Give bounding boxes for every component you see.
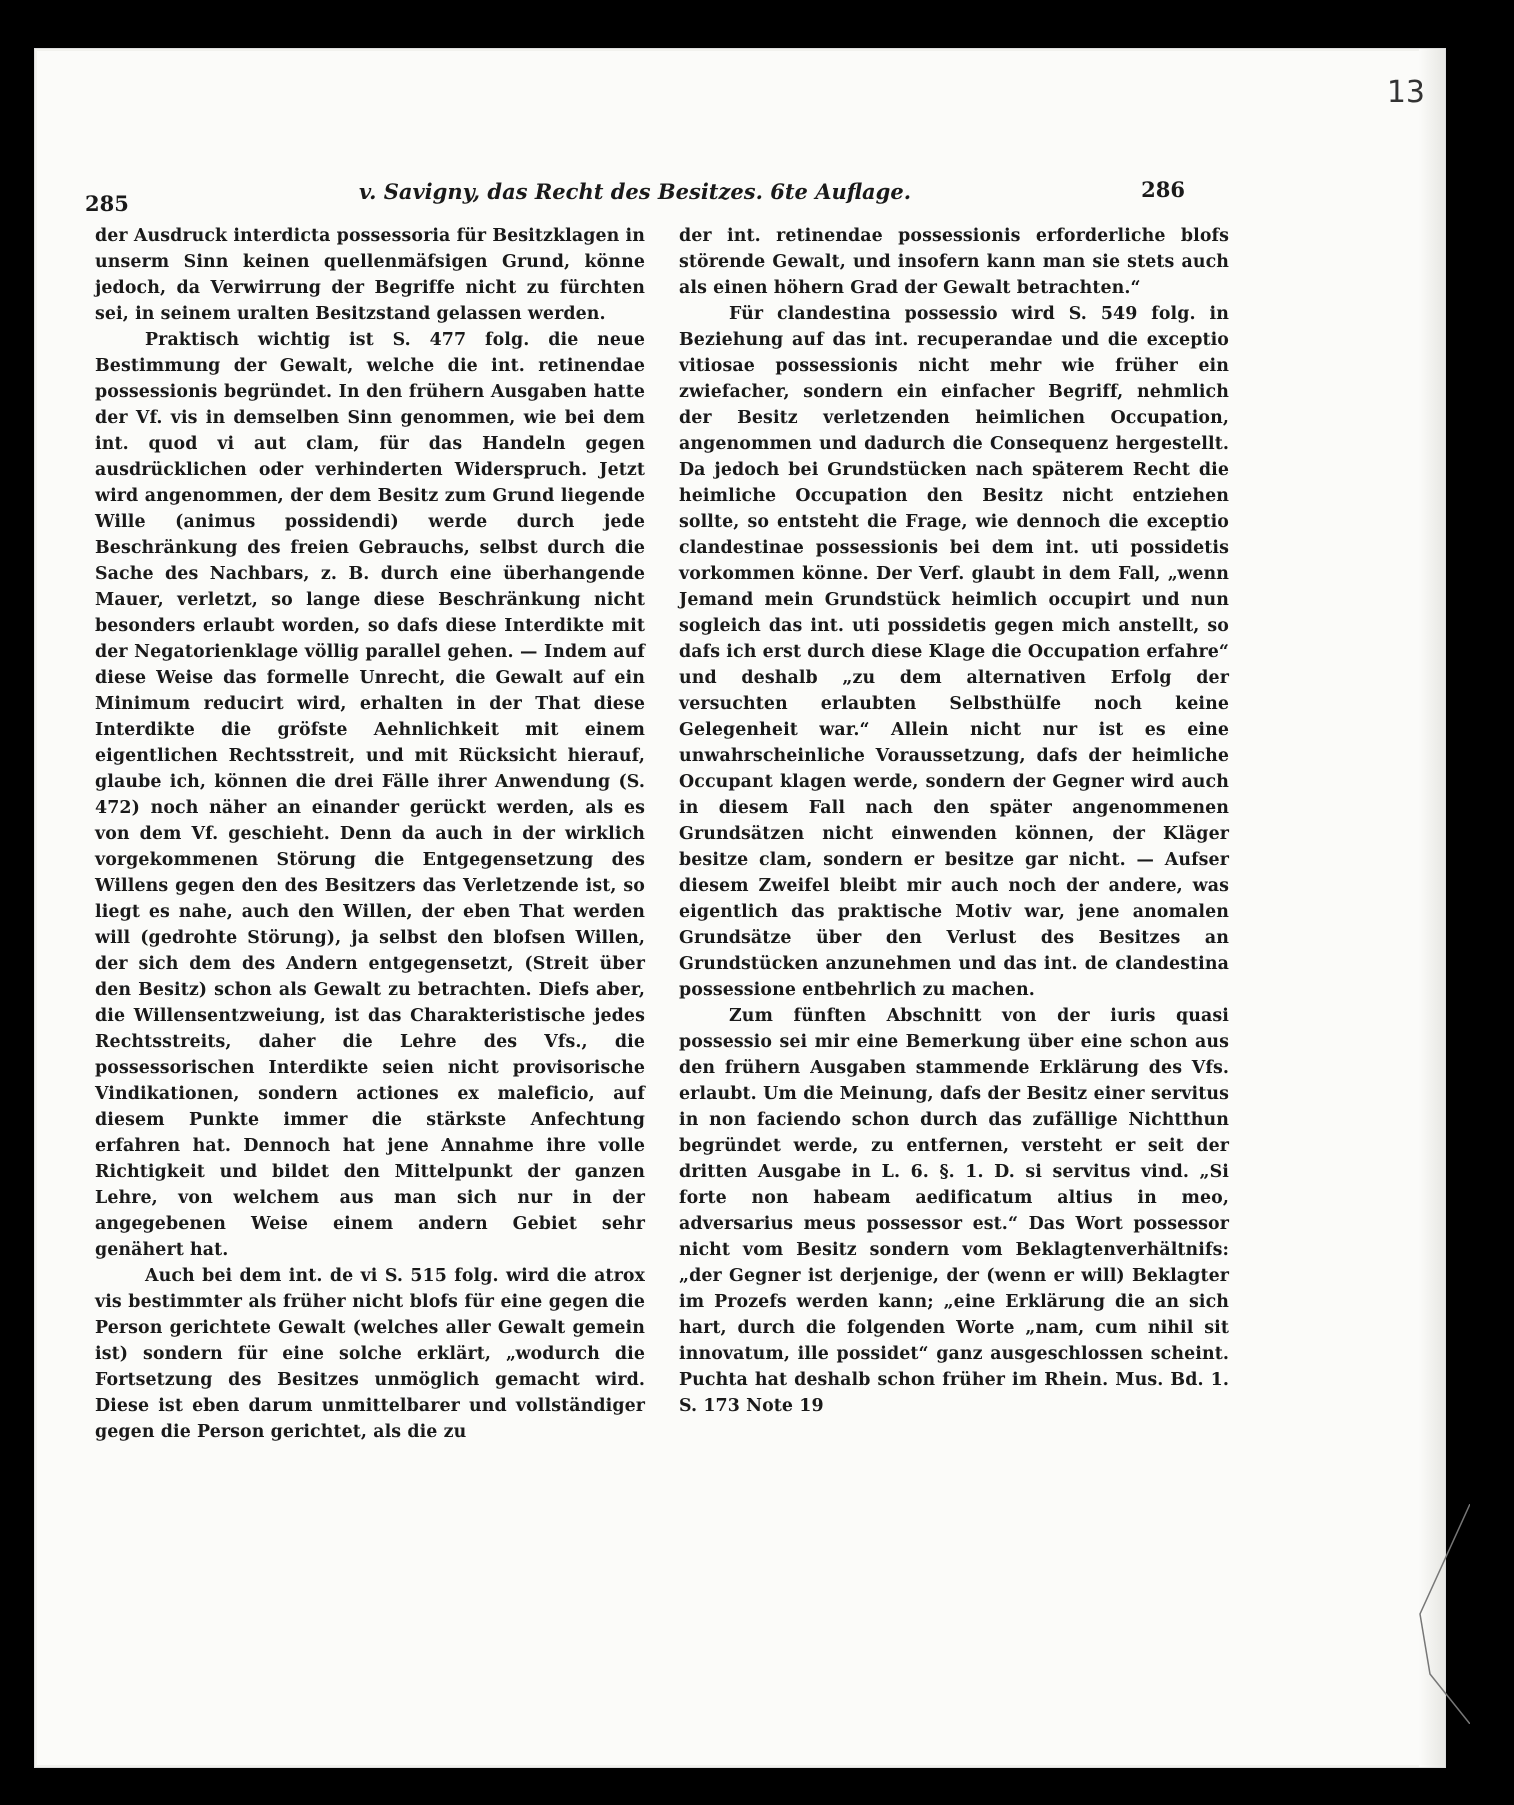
document-page <box>34 48 1446 1768</box>
running-header <box>85 177 1185 217</box>
page-number-right: 286 <box>1141 177 1185 202</box>
paragraph: Praktisch wichtig ist S. 477 folg. die neue Bestimmung der Gewalt, welche die int. retinendae possessionis begründet. In den frühern Ausgaben hatte der Vf. vis in demselben Sinn genommen, wie bei dem int. quod vi aut clam, für das Handeln gegen ausdrücklichen oder verhinderten Widerspruch. Jetzt wird angenommen, der dem Besitz zum Grund liegende Wille (animus possidendi) werde durch jede Beschränkung des freien Gebrauchs, selbst durch die Sache des Nachbars, z. B. durch eine überhangende Mauer, verletzt, so lange diese Beschränkung nicht besonders erlaubt worden, so dafs diese Interdikte mit der Negatorienklage völlig parallel gehen. — Indem auf diese Weise das formelle Unrecht, die Gewalt auf ein Minimum reducirt wird, erhalten in der That diese Interdikte die gröfste Aehnlichkeit mit einem eigentlichen Rechtsstreit, und mit Rücksicht hierauf, glaube ich, können die drei Fälle ihrer Anwendung (S. 472) noch näher an einander gerückt werden, als es von dem Vf. geschieht. Denn da auch in der wirklich vorgekommenen Störung die Entgegensetzung des Willens gegen den des Besitzers das Verletzende ist, so liegt es nahe, auch den Willen, der eben That werden will (gedrohte Störung), ja selbst den blofsen Willen, der sich dem des Andern entgegensetzt, (Streit über den Besitz) schon als Gewalt zu betrachten. Diefs aber, die Willensentzweiung, ist das Charakteristische jedes Rechtsstreits, daher die Lehre des Vfs., die possessorischen Interdikte seien nicht provisorische Vindikationen, sondern actiones ex maleficio, auf diesem Punkte immer die stärkste Anfechtung erfahren hat. Dennoch hat jene Annahme ihre volle Richtigkeit und bildet den Mittelpunkt der ganzen Lehre, von welchem aus man sich nur in der angegebenen Weise einem andern Gebiet sehr genähert hat. <box>95 330 645 1260</box>
right-column <box>679 223 1229 1583</box>
page-corner-crease <box>1370 1504 1470 1724</box>
paragraph: der Ausdruck interdicta possessoria für Besitzklagen in unserm Sinn keinen quellenmäfsigen Grund, könne jedoch, da Verwirrung der Begriffe nicht zu fürchten sei, in seinem uralten Besitzstand gelassen werden. <box>95 226 645 324</box>
left-column <box>95 223 645 1583</box>
handwritten-folio-number: 13 <box>1386 75 1425 110</box>
paragraph: Zum fünften Abschnitt von der iuris quasi possessio sei mir eine Bemerkung über eine schon aus den frühern Ausgaben stammende Erklärung des Vfs. erlaubt. Um die Meinung, dafs der Besitz einer servitus in non faciendo schon durch das zufällige Nichtthun begründet werde, zu entfernen, versteht er seit der dritten Ausgabe in L. 6. §. 1. D. si servitus vind. „Si forte non habeam aedificatum altius in meo, adversarius meus possessor est.“ Das Wort possessor nicht vom Besitz sondern vom Beklagtenverhältnifs: „der Gegner ist derjenige, der (wenn er will) Beklagter im Prozefs werden kann; „eine Erklärung die an sich hart, durch die folgenden Worte „nam, cum nihil sit innovatum, ille possidet“ ganz ausgeschlossen scheint. Puchta hat deshalb schon früher im Rhein. Mus. Bd. 1. S. 173 Note 19 <box>679 1006 1229 1416</box>
paragraph: Auch bei dem int. de vi S. 515 folg. wird die atrox vis bestimmter als früher nicht blofs für eine gegen die Person gerichtete Gewalt (welches aller Gewalt gemein ist) sondern für eine solche erklärt, „wodurch die Fortsetzung des Besitzes unmöglich gemacht wird. Diese ist eben darum unmittelbarer und vollständiger gegen die Person gerichtet, als die zu <box>95 1266 645 1442</box>
text-columns <box>95 223 1229 1583</box>
paragraph: der int. retinendae possessionis erforderliche blofs störende Gewalt, und insofern kann man sie stets auch als einen höhern Grad der Gewalt betrachten.“ <box>679 226 1229 298</box>
running-title: v. Savigny, das Recht des Besitzes. 6te Auflage. <box>358 179 912 204</box>
page-number-left: 285 <box>85 191 129 216</box>
paragraph: Für clandestina possessio wird S. 549 folg. in Beziehung auf das int. recuperandae und die exceptio vitiosae possessionis nicht mehr wie früher ein zwiefacher, sondern ein einfacher Begriff, nehmlich der Besitz verletzenden heimlichen Occupation, angenommen und dadurch die Consequenz hergestellt. Da jedoch bei Grundstücken nach späterem Recht die heimliche Occupation den Besitz nicht entziehen sollte, so entsteht die Frage, wie dennoch die exceptio clandestinae possessionis bei dem int. uti possidetis vorkommen könne. Der Verf. glaubt in dem Fall, „wenn Jemand mein Grundstück heimlich occupirt und nun sogleich das int. uti possidetis gegen mich anstellt, so dafs ich erst durch diese Klage die Occupation erfahre“ und deshalb „zu dem alternativen Erfolg der versuchten erlaubten Selbsthülfe noch keine Gelegenheit war.“ Allein nicht nur ist es eine unwahrscheinliche Voraussetzung, dafs der heimliche Occupant klagen werde, sondern der Gegner wird auch in diesem Fall nach den später angenommenen Grundsätzen nicht einwenden können, der Kläger besitze clam, sondern er besitze gar nicht. — Aufser diesem Zweifel bleibt mir auch noch der andere, was eigentlich das praktische Motiv war, jene anomalen Grundsätze über den Verlust des Besitzes an Grundstücken anzunehmen und das int. de clandestina possessione entbehrlich zu machen. <box>679 304 1229 1000</box>
